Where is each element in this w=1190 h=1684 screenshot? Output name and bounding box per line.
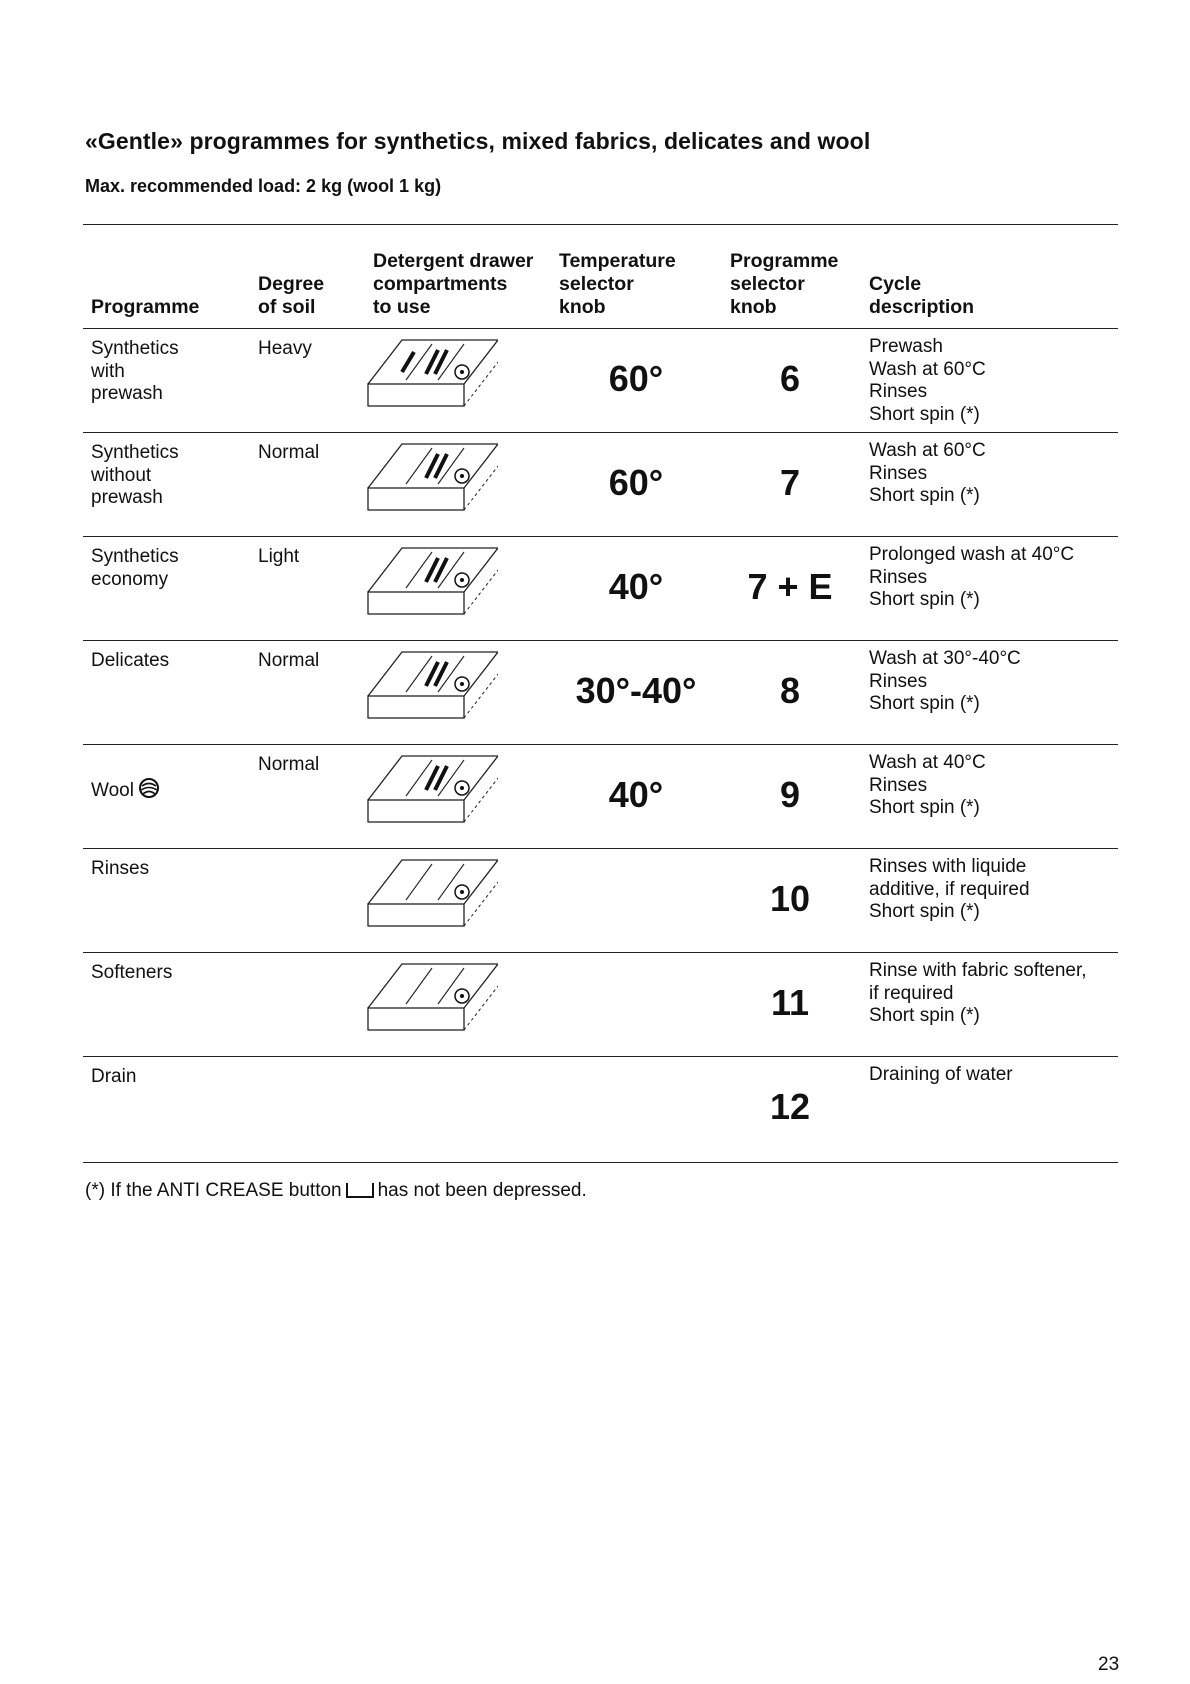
page-title: «Gentle» programmes for synthetics, mixed fabrics, delicates and wool bbox=[85, 128, 871, 154]
rule bbox=[83, 952, 1118, 953]
programme-name: Rinses bbox=[91, 858, 150, 879]
table-row bbox=[0, 1056, 1190, 1160]
cycle-description: Prewash Wash at 60°C Rinses Short spin (*) bbox=[869, 336, 986, 425]
table-row bbox=[0, 744, 1190, 848]
programme-knob-value: 10 bbox=[769, 878, 811, 919]
cycle-description: Wash at 60°C Rinses Short spin (*) bbox=[869, 440, 986, 506]
programme-name: Synthetics with prewash bbox=[91, 338, 179, 404]
cycle-description: Wash at 40°C Rinses Short spin (*) bbox=[869, 752, 986, 818]
soil-degree: Heavy bbox=[258, 338, 312, 359]
cycle-description: Prolonged wash at 40°C Rinses Short spin (*) bbox=[869, 544, 1075, 610]
table-row bbox=[0, 536, 1190, 640]
programme-knob-value: 12 bbox=[769, 1086, 811, 1127]
header-soil: Degree of soil bbox=[258, 273, 325, 318]
soil-degree: Normal bbox=[258, 442, 320, 463]
rule bbox=[83, 1056, 1118, 1057]
header-drawer: Detergent drawer compartments to use bbox=[373, 250, 534, 318]
rule bbox=[83, 536, 1118, 537]
drawer-main-softener-icon bbox=[366, 752, 498, 824]
cycle-description: Rinses with liquide additive, if required Short spin (*) bbox=[869, 856, 1030, 922]
rule bbox=[83, 848, 1118, 849]
wool-icon bbox=[138, 777, 160, 799]
table-row bbox=[0, 848, 1190, 952]
programme-knob-value: 9 bbox=[779, 774, 801, 815]
programme-name: Synthetics without prewash bbox=[91, 442, 179, 508]
temperature-value: 40° bbox=[608, 566, 664, 607]
drawer-softener-icon bbox=[366, 856, 498, 928]
header-programme: Programme bbox=[91, 296, 200, 318]
rule bbox=[83, 432, 1118, 433]
header-temperature: Temperature selector knob bbox=[559, 250, 676, 318]
header-programme-knob: Programme selector knob bbox=[730, 250, 839, 318]
footnote-text-before: (*) If the ANTI CREASE button bbox=[85, 1180, 342, 1201]
rule bbox=[83, 744, 1118, 745]
cycle-description: Rinse with fabric softener, if required Short spin (*) bbox=[869, 960, 1087, 1026]
programme-name: Drain bbox=[91, 1066, 137, 1087]
footnote bbox=[85, 1180, 587, 1202]
drawer-prewash-main-softener-icon bbox=[366, 336, 498, 408]
programme-knob-value: 6 bbox=[779, 358, 801, 399]
anti-crease-button-icon bbox=[346, 1183, 374, 1198]
page-subtitle: Max. recommended load: 2 kg (wool 1 kg) bbox=[85, 176, 442, 196]
header-cycle: Cycle description bbox=[869, 273, 975, 318]
programme-knob-value: 7 + E bbox=[747, 566, 833, 607]
rule bbox=[83, 640, 1118, 641]
top-rule bbox=[83, 224, 1118, 225]
page-number: 23 bbox=[1098, 1654, 1120, 1675]
programme-knob-value: 8 bbox=[779, 670, 801, 711]
table-row bbox=[0, 432, 1190, 536]
soil-degree: Light bbox=[258, 546, 300, 567]
footnote-text-after: has not been depressed. bbox=[377, 1180, 587, 1201]
rule bbox=[83, 328, 1118, 329]
drawer-main-softener-icon bbox=[366, 544, 498, 616]
table-row bbox=[0, 328, 1190, 432]
drawer-main-softener-icon bbox=[366, 648, 498, 720]
programme-name: Synthetics economy bbox=[91, 546, 179, 590]
bottom-rule bbox=[83, 1162, 1118, 1163]
programme-name: Softeners bbox=[91, 962, 173, 983]
drawer-main-softener-icon bbox=[366, 440, 498, 512]
programme-name: Delicates bbox=[91, 650, 170, 671]
cycle-description: Wash at 30°-40°C Rinses Short spin (*) bbox=[869, 648, 1021, 714]
cycle-description: Draining of water bbox=[869, 1064, 1013, 1085]
temperature-value: 40° bbox=[608, 774, 664, 815]
programme-knob-value: 11 bbox=[770, 982, 810, 1023]
temperature-value: 60° bbox=[608, 358, 664, 399]
programme-name bbox=[91, 754, 160, 802]
temperature-value: 30°-40° bbox=[575, 670, 697, 711]
drawer-softener-icon bbox=[366, 960, 498, 1032]
programme-knob-value: 7 bbox=[779, 462, 801, 503]
programme-label: Wool bbox=[91, 779, 134, 801]
table-row bbox=[0, 952, 1190, 1056]
table-row bbox=[0, 640, 1190, 744]
soil-degree: Normal bbox=[258, 650, 320, 671]
temperature-value: 60° bbox=[608, 462, 664, 503]
soil-degree: Normal bbox=[258, 754, 320, 775]
